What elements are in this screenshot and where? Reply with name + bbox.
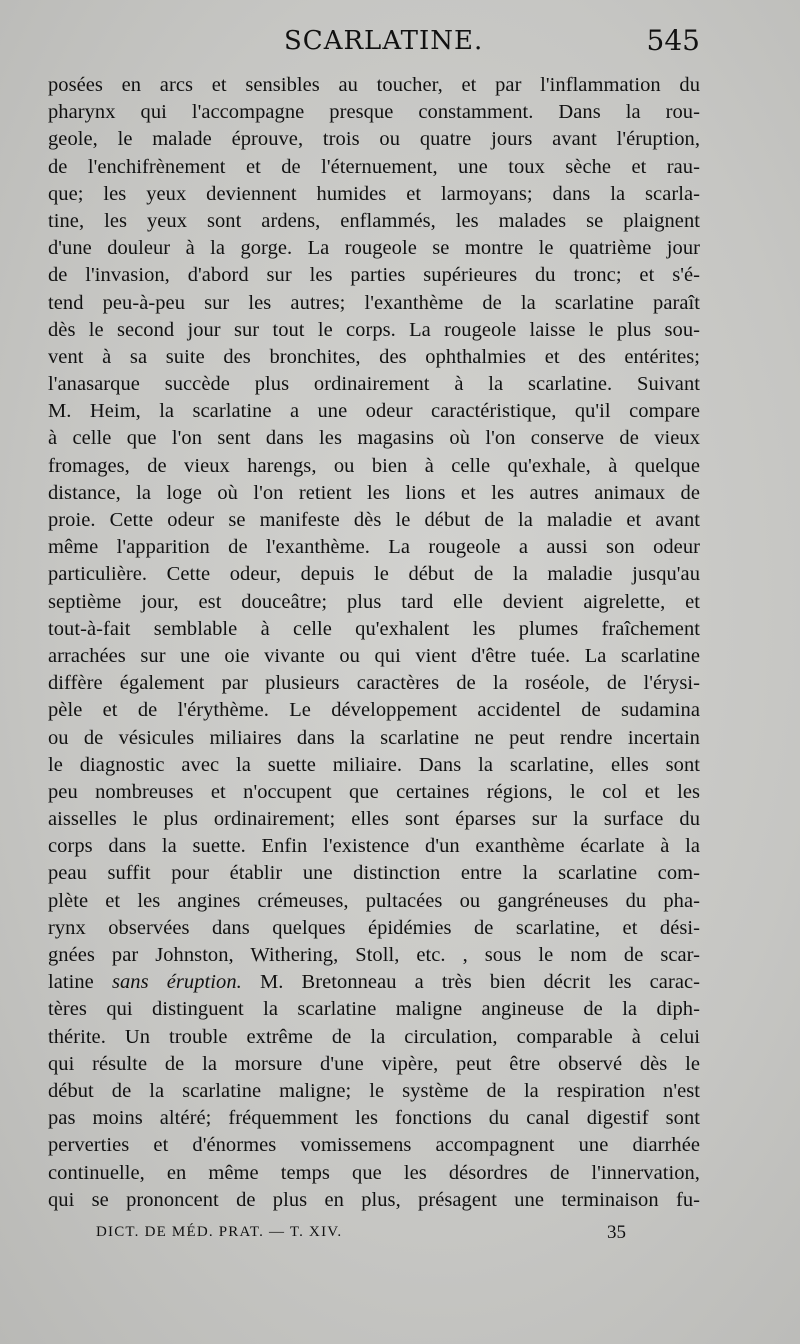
text-line: qui se prononcent de plus en plus, présagent une terminaison fu- bbox=[48, 1188, 700, 1211]
text-line: plète et les angines crémeuses, pultacées ou gangréneuses du pha- bbox=[48, 889, 700, 912]
text-line: ou de vésicules miliaires dans la scarlatine ne peut rendre incertain bbox=[48, 726, 700, 749]
text-line: tend peu-à-peu sur les autres; l'exanthème de la scarlatine paraît bbox=[48, 291, 700, 314]
text-line: peu nombreuses et n'occupent que certaines régions, le col et les bbox=[48, 780, 700, 803]
text-line: fromages, de vieux harengs, ou bien à celle qu'exhale, à quelque bbox=[48, 454, 700, 477]
text-line: même l'apparition de l'exanthème. La rougeole a aussi son odeur bbox=[48, 536, 700, 559]
text-line: le diagnostic avec la suette miliaire. Dans la scarlatine, elles sont bbox=[48, 753, 700, 776]
text-line: pas moins altéré; fréquemment les fonctions du canal digestif sont bbox=[48, 1107, 700, 1130]
text-line: aisselles le plus ordinairement; elles sont éparses sur la surface du bbox=[48, 808, 700, 831]
text-line: pharynx qui l'accompagne presque constamment. Dans la rou- bbox=[48, 101, 700, 124]
text-line: dès le second jour sur tout le corps. La rougeole laisse le plus sou- bbox=[48, 318, 700, 341]
text-line: tine, les yeux sont ardens, enflammés, les malades se plaignent bbox=[48, 209, 700, 232]
text-line: peau suffit pour établir une distinction entre la scarlatine com- bbox=[48, 862, 700, 885]
text-line: de l'invasion, d'abord sur les parties supérieures du tronc; et s'é- bbox=[48, 264, 700, 287]
text-line: perverties et d'énormes vomissemens accompagnent une diarrhée bbox=[48, 1134, 700, 1157]
text-line: pèle et de l'érythème. Le développement accidentel de sudamina bbox=[48, 699, 700, 722]
text-line: thérite. Un trouble extrême de la circulation, comparable à celui bbox=[48, 1025, 700, 1048]
text-line: geole, le malade éprouve, trois ou quatre jours avant l'éruption, bbox=[48, 128, 700, 151]
text-line: vent à sa suite des bronchites, des ophthalmies et des entérites; bbox=[48, 345, 700, 368]
page-footer bbox=[96, 1224, 626, 1252]
text-segment: M. Bretonneau a très bien décrit les carac- bbox=[241, 971, 700, 994]
body-text bbox=[48, 72, 700, 1214]
page-header bbox=[48, 22, 700, 62]
running-title: SCARLATINE. bbox=[284, 26, 484, 56]
text-line: distance, la loge où l'on retient les lions et les autres animaux de bbox=[48, 481, 700, 504]
text-line: qui résulte de la morsure d'une vipère, peut être observé dès le bbox=[48, 1052, 700, 1075]
text-line: septième jour, est douceâtre; plus tard elle devient aigrelette, et bbox=[48, 590, 700, 613]
printer-signature: DICT. DE MÉD. PRAT. — T. XIV. bbox=[96, 1224, 343, 1240]
text-line-with-italic bbox=[48, 969, 700, 996]
text-line: posées en arcs et sensibles au toucher, et par l'inflammation du bbox=[48, 74, 700, 96]
italic-phrase: sans éruption. bbox=[111, 971, 242, 994]
text-segment: latine bbox=[48, 971, 112, 994]
text-line: continuelle, en même temps que les désordres de l'innervation, bbox=[48, 1161, 700, 1184]
text-line: arrachées sur une oie vivante ou qui vient d'être tuée. La scarlatine bbox=[48, 644, 700, 667]
text-line: gnées par Johnston, Withering, Stoll, etc. , sous le nom de scar- bbox=[48, 944, 700, 966]
text-line: à celle que l'on sent dans les magasins où l'on conserve de vieux bbox=[48, 427, 700, 450]
text-line: particulière. Cette odeur, depuis le début de la maladie jusqu'au bbox=[48, 563, 700, 586]
text-line: rynx observées dans quelques épidémies de scarlatine, et dési- bbox=[48, 916, 700, 939]
text-line: que; les yeux deviennent humides et larmoyans; dans la scarla- bbox=[48, 182, 700, 205]
text-line: l'anasarque succède plus ordinairement à la scarlatine. Suivant bbox=[48, 373, 700, 396]
text-line: M. Heim, la scarlatine a une odeur caractéristique, qu'il compare bbox=[48, 400, 700, 423]
text-line: proie. Cette odeur se manifeste dès le début de la maladie et avant bbox=[48, 509, 700, 531]
text-line: de l'enchifrènement et de l'éternuement, une toux sèche et rau- bbox=[48, 155, 700, 178]
text-line: diffère également par plusieurs caractères de la roséole, de l'érysi- bbox=[48, 672, 700, 695]
text-line: corps dans la suette. Enfin l'existence d'un exanthème écarlate à la bbox=[48, 835, 700, 858]
text-line: tout-à-fait semblable à celle qu'exhalent les plumes fraîchement bbox=[48, 617, 700, 640]
text-line: tères qui distinguent la scarlatine maligne angineuse de la diph- bbox=[48, 998, 700, 1021]
text-line: d'une douleur à la gorge. La rougeole se montre le quatrième jour bbox=[48, 237, 700, 260]
page-number: 545 bbox=[646, 24, 700, 57]
text-line: début de la scarlatine maligne; le système de la respiration n'est bbox=[48, 1079, 700, 1102]
signature-number: 35 bbox=[607, 1222, 626, 1243]
